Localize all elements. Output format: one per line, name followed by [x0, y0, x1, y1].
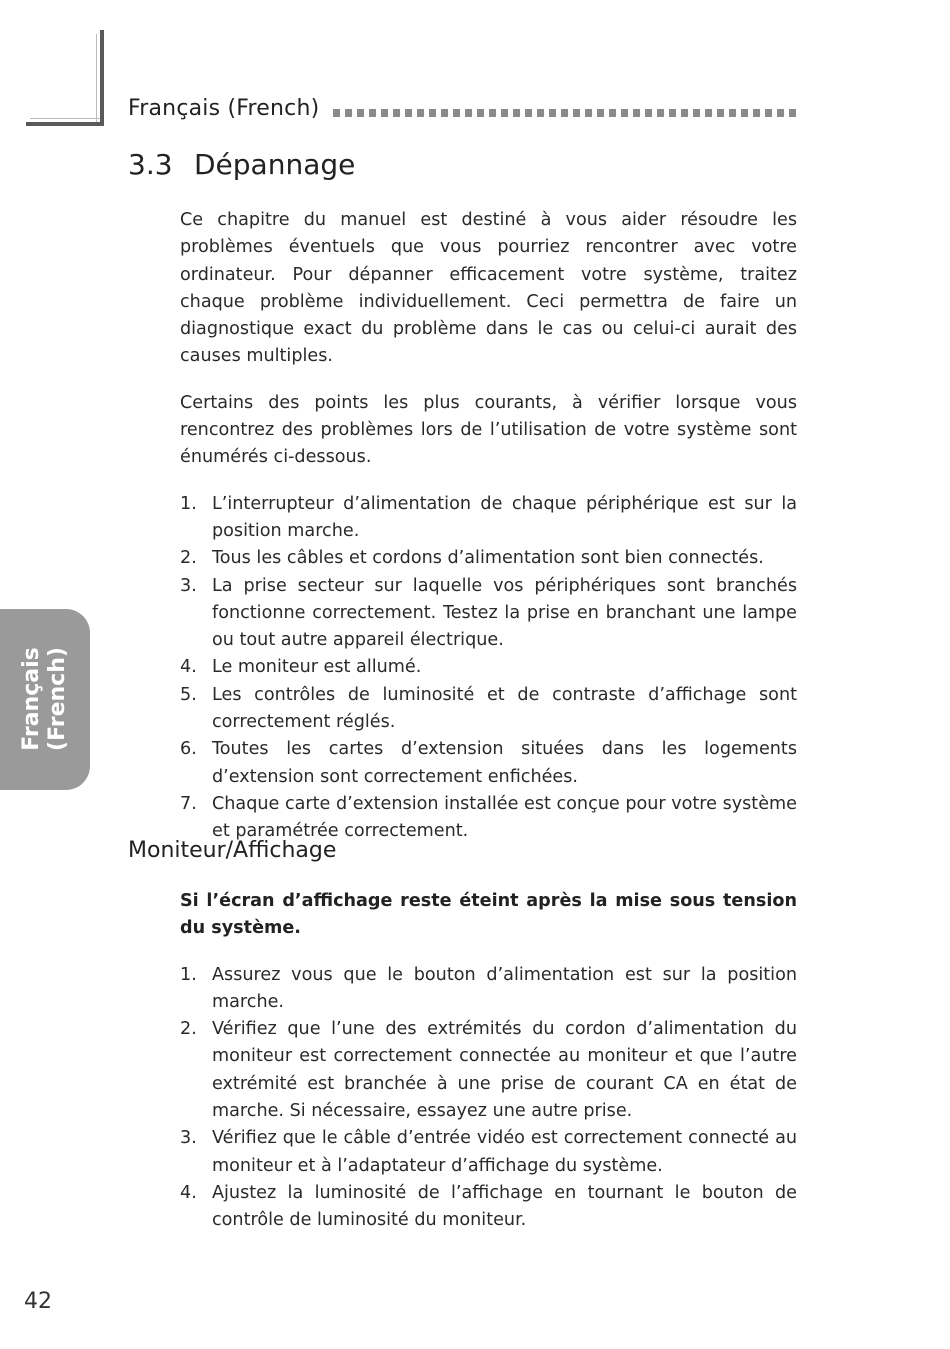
header-dotted-rule: [333, 109, 798, 117]
corner-crop-mark: [26, 30, 104, 126]
list-item-number: 5.: [180, 684, 197, 705]
list-item-number: 4.: [180, 657, 197, 678]
monitor-content: [180, 888, 797, 1235]
intro-paragraph-2: Certains des points les plus courants, à vérifier lorsque vous rencontrez des problèmes lors de l’utilisation de votre système sont énumérés ci-dessous.: [180, 392, 797, 468]
list-item-text: Vérifiez que le câble d’entrée vidéo est correctement connecté au moniteur et à l’adaptateur d’affichage du système.: [212, 1128, 797, 1176]
list-item: [180, 491, 797, 546]
subsection-heading: Moniteur/Affichage: [128, 838, 337, 863]
list-item-text: La prise secteur sur laquelle vos périphériques sont branchés fonctionne correctement. Testez la prise en branchant une lampe ou tout autre appareil électrique.: [212, 575, 797, 651]
list-item-text: Tous les câbles et cordons d’alimentation sont bien connectés.: [212, 548, 764, 569]
list-item: [180, 962, 797, 1017]
side-tab-line-1: Français: [19, 647, 44, 751]
list-item: [180, 1016, 797, 1125]
list-item: [180, 682, 797, 737]
list-item-number: 3.: [180, 575, 197, 596]
list-item-number: 3.: [180, 1128, 197, 1149]
list-item: [180, 573, 797, 655]
list-item-number: 4.: [180, 1182, 197, 1203]
section-title-text: Dépannage: [194, 148, 356, 181]
list-item-text: Le moniteur est allumé.: [212, 657, 422, 678]
list-item-text: Toutes les cartes d’extension situées dans les logements d’extension sont correctement enfichées.: [212, 739, 797, 787]
page-number: 42: [24, 1289, 52, 1314]
list-item-number: 1.: [180, 493, 197, 514]
list-item-number: 7.: [180, 793, 197, 814]
list-item-number: 1.: [180, 964, 197, 985]
main-content: [180, 207, 797, 846]
list-item-text: Ajustez la luminosité de l’affichage en tournant le bouton de contrôle de luminosité du moniteur.: [212, 1182, 797, 1231]
list-item: [180, 1125, 797, 1180]
language-side-tab: [0, 609, 90, 790]
list-item: [180, 545, 797, 572]
section-title: [128, 148, 355, 181]
list-item-number: 2.: [180, 1019, 197, 1040]
list-item: [180, 1180, 797, 1235]
intro-paragraph-1: Ce chapitre du manuel est destiné à vous aider résoudre les problèmes éventuels que vous pourriez rencontrer avec votre ordinateur. Pour dépanner efficacement votre système, traitez chaque problème individuellement. Ceci permettra de faire un diagnostique exact du problème dans le cas ou celui-ci aurait des causes multiples.: [180, 210, 797, 367]
list-item-number: 2.: [180, 548, 197, 569]
list-item-text: Les contrôles de luminosité et de contraste d’affichage sont correctement réglés.: [212, 684, 797, 733]
list-item: [180, 736, 797, 791]
list-item-text: Chaque carte d’extension installée est conçue pour votre système et paramétrée correctement.: [212, 793, 797, 842]
problem-statement: Si l’écran d’affichage reste éteint après la mise sous tension du système.: [180, 891, 797, 939]
checklist: [180, 491, 797, 846]
side-tab-line-2: (French): [45, 647, 70, 751]
section-number: 3.3: [128, 148, 173, 181]
list-item-text: Vérifiez que l’une des extrémités du cordon d’alimentation du moniteur est correctement connectée au moniteur et que l’autre extrémité est branchée à une prise de courant CA en état de marche. Si nécessaire, essayez une autre prise.: [212, 1019, 797, 1122]
header-title: Français (French): [128, 95, 320, 121]
list-item-text: L’interrupteur d’alimentation de chaque périphérique est sur la position marche.: [212, 493, 797, 541]
side-tab-label: [19, 647, 71, 751]
monitor-steps: [180, 962, 797, 1235]
list-item-text: Assurez vous que le bouton d’alimentation est sur la position marche.: [212, 964, 797, 1012]
page-header: [128, 92, 798, 124]
list-item: [180, 654, 797, 681]
list-item-number: 6.: [180, 739, 197, 760]
